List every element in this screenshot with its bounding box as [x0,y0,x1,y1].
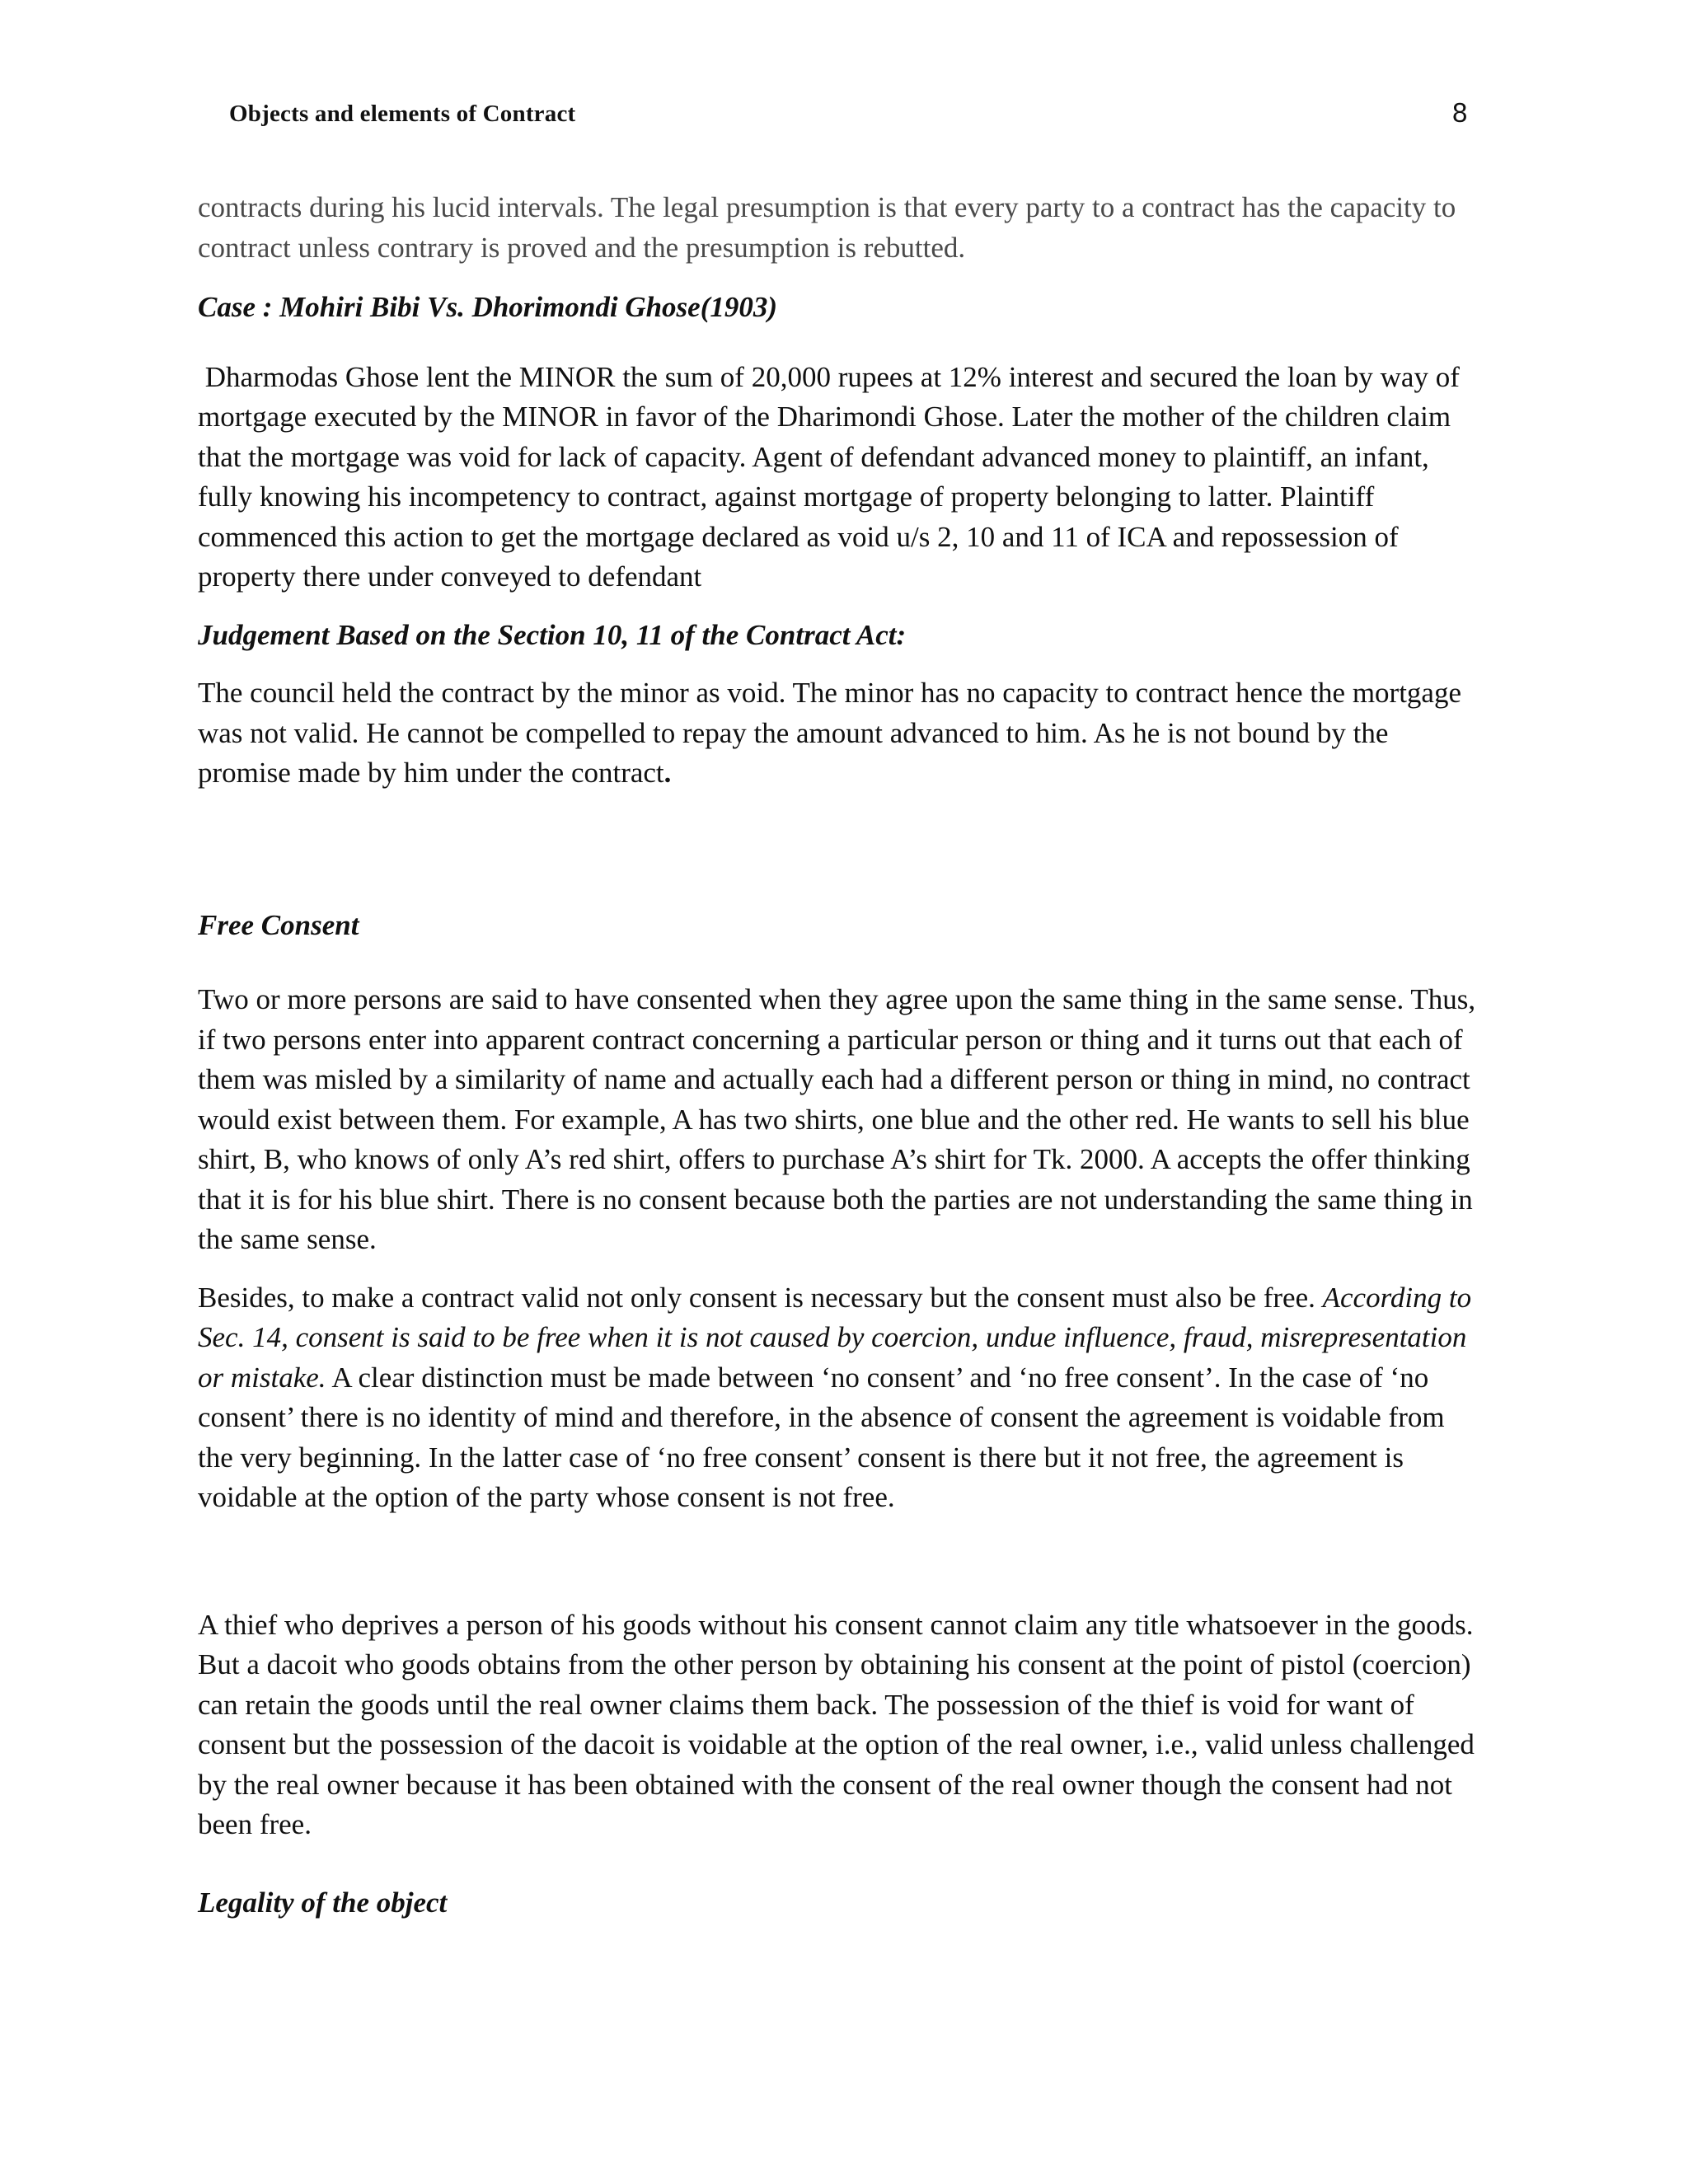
case-heading: Case : Mohiri Bibi Vs. Dhorimondi Ghose(1903) [198,291,778,323]
free-consent-para2-start: Besides, to make a contract valid not only consent is necessary but the consent must also be free. [198,1281,1315,1314]
document-body [198,188,1484,1923]
page-number: 8 [1452,97,1468,128]
free-consent-paragraph-2 [198,1278,1484,1518]
intro-paragraph: contracts during his lucid intervals. The legal presumption is that every party to a contract has the capacity to contract unless contrary is proved and the presumption is rebutted. [198,191,1456,264]
judgement-text: The council held the contract by the minor as void. The minor has no capacity to contract hence the mortgage was not valid. He cannot be compelled to repay the amount advanced to him. As he is not bound by the promise made by him under the contract [198,677,1461,789]
running-header-title: Objects and elements of Contract [229,101,576,127]
judgement-paragraph [198,673,1484,794]
section-14-definition: According to Sec. 14, consent is said to be free when it is not caused by coercion, undue influence, fraud, misrepresentation or mistake. [198,1281,1472,1394]
judgement-heading: Judgement Based on the Section 10, 11 of the Contract Act: [198,618,907,651]
free-consent-paragraph-1: Two or more persons are said to have consented when they agree upon the same thing in the same sense. Thus, if two persons enter into apparent contract concerning a particular person or thing and it turns out that each of them was misled by a similarity of name and actually each had a different person or thing in mind, no contract would exist between them. For example, A has two shirts, one blue and the other red. He wants to sell his blue shirt, B, who knows of only A’s red shirt, offers to purchase A’s shirt for Tk. 2000. A accepts the offer thinking that it is for his blue shirt. There is no consent because both the parties are not understanding the same thing in the same sense. [198,983,1476,1255]
free-consent-heading: Free Consent [198,908,359,941]
case-paragraph: Dharmodas Ghose lent the MINOR the sum of 20,000 rupees at 12% interest and secured the loan by way of mortgage executed by the MINOR in favor of the Dharimondi Ghose. Later the mother of the children claim that the mortgage was void for lack of capacity. Agent of defendant advanced money to plaintiff, an infant, fully knowing his incompetency to contract, against mortgage of property belonging to latter. Plaintiff commenced this action to get the mortgage declared as void u/s 2, 10 and 11 of ICA and repossession of property there under conveyed to defendant [198,360,1467,593]
free-consent-para2-rest: A clear distinction must be made between ‘no consent’ and ‘no free consent’. In the case of ‘no consent’ there is no identity of mind and therefore, in the absence of consent the agreement is voidable from the very beginning. In the latter case of ‘no free consent’ consent is there but it not free, the agreement is voidable at the option of the party whose consent is not free. [198,1361,1445,1513]
thief-dacoit-paragraph: A thief who deprives a person of his goods without his consent cannot claim any title whatsoever in the goods. But a dacoit who goods obtains from the other person by obtaining his consent at the point of pistol (coercion) can retain the goods until the real owner claims them back. The possession of the thief is void for want of consent but the possession of the dacoit is voidable at the option of the real owner, i.e., valid unless challenged by the real owner because it has been obtained with the consent of the real owner though the consent had not been free. [198,1608,1475,1840]
legality-heading: Legality of the object [198,1886,448,1919]
judgement-end-mark: . [663,757,672,789]
